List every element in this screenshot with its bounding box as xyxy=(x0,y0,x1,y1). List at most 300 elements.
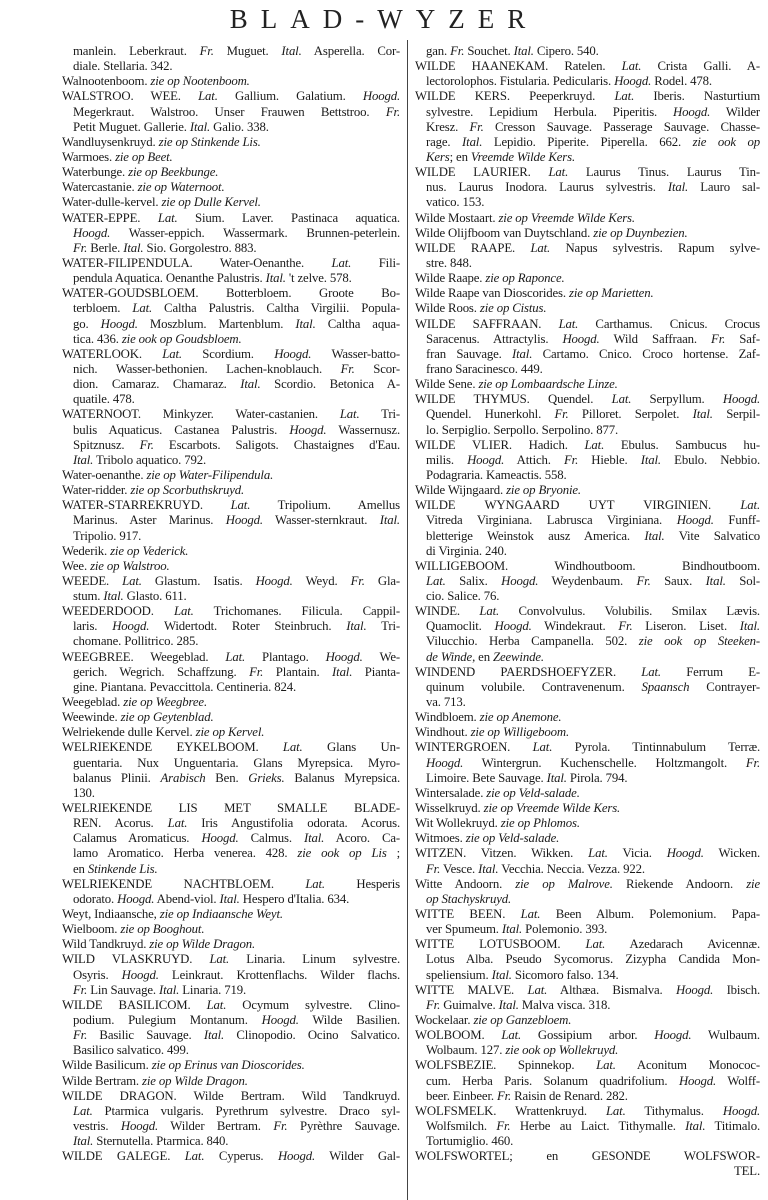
entry-italic-text: zie xyxy=(746,876,760,891)
index-entry xyxy=(415,226,760,241)
entry-line xyxy=(62,634,400,649)
index-entry xyxy=(415,665,760,710)
entry-line xyxy=(415,892,760,907)
entry-italic-text: Ital. xyxy=(379,513,400,528)
entry-text: Wielboom. xyxy=(62,922,121,937)
entry-line xyxy=(415,483,760,498)
entry-italic-text: Arabisch xyxy=(160,770,206,785)
entry-text: Fili- xyxy=(351,255,400,270)
entry-italic-text: Lat. xyxy=(596,1058,616,1073)
entry-text: Laurus Tinus. Laurus Tin- xyxy=(568,165,760,180)
entry-italic-text: Fr. xyxy=(73,1028,88,1043)
entry-line xyxy=(415,725,760,740)
entry-text: Wederik. xyxy=(62,543,111,558)
entry-text: Napus sylvestris. Rapum sylve- xyxy=(550,240,760,255)
entry-line xyxy=(62,771,400,786)
entry-line xyxy=(62,59,400,74)
index-entry xyxy=(415,604,760,665)
entry-text: Petit Muguet. Gallerie. xyxy=(73,119,190,134)
entry-italic-text: Lat. xyxy=(532,740,553,755)
index-entry xyxy=(62,952,400,997)
entry-text: Souchet. xyxy=(464,44,514,58)
entry-italic-text: Ital. xyxy=(513,44,534,58)
entry-text: en xyxy=(73,861,88,876)
entry-italic-text: Fr. xyxy=(273,1118,288,1133)
entry-line xyxy=(62,44,400,59)
entry-text: Serpil- xyxy=(712,407,760,422)
entry-line xyxy=(415,1028,760,1043)
entry-italic-text: zie op Beekbunge. xyxy=(128,165,219,180)
entry-text: Quamoclit. xyxy=(426,619,495,634)
entry-italic-text: Fr. xyxy=(73,240,88,255)
entry-text: Lin Sauvage. xyxy=(87,982,159,997)
entry-line xyxy=(415,619,760,634)
entry-italic-text: zie op Walstroo. xyxy=(90,558,170,573)
entry-italic-text: op Stachyskruyd. xyxy=(426,891,512,906)
entry-text: WILDE KERS. Peeperkruyd. xyxy=(415,89,615,104)
index-entry xyxy=(62,650,400,695)
entry-text: Tripolio. 917. xyxy=(73,528,142,543)
index-entry xyxy=(62,211,400,256)
entry-text: Scor- xyxy=(354,361,400,376)
entry-text: frano Saracinesco. 449. xyxy=(426,361,543,376)
entry-text: Malva visca. 318. xyxy=(518,997,611,1012)
entry-text: Ebulus. Sambucus hu- xyxy=(604,437,760,452)
entry-italic-text: Hoogd. xyxy=(117,891,155,906)
entry-text: , en xyxy=(472,649,494,664)
index-entry xyxy=(62,877,400,907)
entry-text: Wee. xyxy=(62,558,91,573)
index-entry xyxy=(415,211,760,226)
entry-line xyxy=(415,407,760,422)
entry-line xyxy=(415,150,760,165)
entry-italic-text: Hoogd. xyxy=(426,755,464,770)
entry-text: Serpyllum. xyxy=(631,392,723,407)
entry-line xyxy=(415,105,760,120)
entry-line xyxy=(415,347,760,362)
entry-text: WITZEN. Vitzen. Wikken. xyxy=(415,846,589,861)
entry-text: Clinopodio. Ocino Salvatico. xyxy=(224,1028,400,1043)
entry-italic-text: Fr. xyxy=(385,104,400,119)
entry-line xyxy=(62,362,400,377)
entry-text: Plantago. xyxy=(245,649,326,664)
entry-text: lectorolophos. Fistularia. Pedicularis. xyxy=(426,74,615,89)
entry-text: ; xyxy=(386,846,400,861)
entry-line xyxy=(415,59,760,74)
entry-italic-text: Lat. xyxy=(73,1103,93,1118)
entry-text: Moszblum. Martenblum. xyxy=(137,316,296,331)
entry-italic-text: Hoogd. xyxy=(121,967,159,982)
entry-text: Gossipium arbor. xyxy=(521,1028,655,1043)
index-entry xyxy=(62,407,400,468)
entry-italic-text: zie op Phlomos. xyxy=(500,816,580,831)
entry-text: WATERLOOK. xyxy=(62,346,163,361)
entry-line xyxy=(62,256,400,271)
index-entry xyxy=(415,983,760,1013)
entry-text: WILDE GALEGE. xyxy=(62,1149,185,1164)
entry-line xyxy=(62,392,400,407)
entry-text: nich. Wasser-bethonien. Lachen-knoblauch. xyxy=(73,361,341,376)
entry-italic-text: Ital. xyxy=(739,619,760,634)
index-entry xyxy=(415,1149,760,1179)
entry-line xyxy=(415,256,760,271)
entry-line xyxy=(415,1119,760,1134)
entry-text: Wilde Basilien. xyxy=(298,1013,400,1027)
entry-italic-text: Ital. xyxy=(103,589,124,604)
entry-text: Attich. xyxy=(504,452,564,467)
entry-text: Calamus Aromaticus. xyxy=(73,831,202,846)
entry-text: Funff- xyxy=(713,513,760,528)
entry-text: TEL. xyxy=(733,1164,760,1179)
entry-italic-text: Lat. xyxy=(331,255,352,270)
entry-text: WINTERGROEN. xyxy=(415,740,533,755)
entry-italic-text: Ital. xyxy=(546,770,567,785)
entry-text: Liseron. Liset. xyxy=(632,619,740,634)
entry-line xyxy=(62,650,400,665)
entry-text: podium. Pulegium Montanum. xyxy=(73,1013,262,1027)
entry-text: Linaria. Linum sylvestre. xyxy=(229,952,400,967)
entry-line xyxy=(62,1104,400,1119)
entry-italic-text: Lat. xyxy=(740,498,760,513)
entry-italic-text: Lat. xyxy=(527,982,548,997)
entry-line xyxy=(62,937,400,952)
entry-text: Guimalve. xyxy=(440,997,499,1012)
entry-line xyxy=(62,423,400,438)
entry-line xyxy=(415,801,760,816)
entry-line xyxy=(62,180,400,195)
entry-italic-text: Ital. xyxy=(219,891,240,906)
entry-text: Wasser-sternkraut. xyxy=(262,513,380,528)
entry-italic-text: Hoogd. xyxy=(112,619,150,634)
entry-text: Wintergrun. Kuchenschelle. Holtzmangolt. xyxy=(463,755,746,770)
entry-line xyxy=(62,74,400,89)
entry-text: Warmoes. xyxy=(62,149,116,164)
entry-italic-text: zie op Vreemde Wilde Kers. xyxy=(483,801,621,816)
entry-text: WILDE HAANEKAM. Ratelen. xyxy=(415,59,622,74)
entry-line xyxy=(62,105,400,120)
index-entry xyxy=(415,377,760,392)
entry-text: Limoire. Bete Sauvage. xyxy=(426,770,547,785)
entry-text: Gla- xyxy=(364,573,400,588)
entry-text: Pilloret. Serpolet. xyxy=(568,407,693,422)
entry-text: WILDE VLIER. Hadich. xyxy=(415,437,585,452)
entry-italic-text: zie op Scorbuthskruyd. xyxy=(130,483,245,498)
index-entry xyxy=(415,786,760,801)
index-entry xyxy=(415,1058,760,1103)
entry-text: Sternutella. Ptarmica. 840. xyxy=(93,1134,229,1149)
index-entry xyxy=(415,877,760,907)
entry-line xyxy=(62,725,400,740)
index-entry xyxy=(415,438,760,483)
entry-italic-text: Hoogd. xyxy=(73,225,111,240)
entry-italic-text: Fr. xyxy=(564,452,579,467)
entry-italic-text: zie ook op Steeken- xyxy=(638,634,760,649)
entry-line xyxy=(62,1043,400,1058)
entry-text: WOLFSBEZIE. Spinnekop. xyxy=(415,1058,597,1073)
entry-italic-text: zie op Wilde Dragon. xyxy=(149,937,256,952)
entry-text: Widertodt. Roter Steinbruch. xyxy=(149,619,347,634)
entry-text: Tripolium. Amellus xyxy=(250,498,400,513)
entry-text: Walnootenboom. xyxy=(62,74,151,89)
entry-text: Saux. xyxy=(650,573,706,588)
entry-text: WEEDE. xyxy=(62,573,123,588)
entry-text: WATERNOOT. Minkyzer. Water-castanien. xyxy=(62,407,340,422)
entry-italic-text: Hoogd. xyxy=(722,1103,760,1118)
entry-text: Scordium. xyxy=(181,346,275,361)
entry-italic-text: Hoogd. xyxy=(289,422,327,437)
index-entry xyxy=(62,937,400,952)
entry-italic-text: zie op Veld-salade. xyxy=(465,831,560,846)
entry-text: Herbe au Laict. Tithymalle. xyxy=(510,1118,686,1133)
entry-text: Ocymum sylvestre. Clino- xyxy=(226,997,400,1012)
entry-line xyxy=(415,1013,760,1028)
entry-text: WINDEND PAERDSHOEFYZER. xyxy=(415,664,642,679)
entry-line xyxy=(62,816,400,831)
entry-text: WALSTROO. WEE. xyxy=(62,89,199,104)
entry-line xyxy=(62,892,400,907)
entry-text: Acoro. Ca- xyxy=(324,831,400,846)
entry-line xyxy=(415,241,760,256)
entry-italic-text: Ital. xyxy=(281,44,302,58)
entry-italic-text: Hoogd. xyxy=(666,846,704,861)
entry-italic-text: Hoogd. xyxy=(676,982,714,997)
entry-text: Wulbaum. xyxy=(691,1028,760,1043)
entry-italic-text: Zeewinde. xyxy=(493,649,544,664)
entry-line xyxy=(62,695,400,710)
entry-italic-text: Lat. xyxy=(588,846,608,861)
index-entry xyxy=(415,1028,760,1058)
entry-line xyxy=(415,952,760,967)
entry-text: fran Sauvage. xyxy=(426,346,513,361)
entry-text: WILDE SAFFRAAN. xyxy=(415,316,559,331)
index-entry xyxy=(62,468,400,483)
entry-text: vatico. 153. xyxy=(426,195,485,210)
entry-text: cum. Herba Paris. Solanum quadrifolium. xyxy=(426,1073,679,1088)
entry-text: Pirola. 794. xyxy=(566,770,628,785)
entry-text: Tithymalus. xyxy=(625,1103,723,1118)
entry-italic-text: Fr. xyxy=(469,119,484,134)
entry-text: Wicken. xyxy=(703,846,760,861)
entry-text: Salix. xyxy=(445,573,502,588)
entry-text: Tribolo aquatico. 792. xyxy=(93,452,207,467)
entry-text: Lepidio. Piperite. Piperella. 662. xyxy=(482,134,693,149)
entry-line xyxy=(62,877,400,892)
entry-text: vestris. xyxy=(73,1118,121,1133)
entry-text: Linaria. 719. xyxy=(179,982,247,997)
entry-text: Sio. Gorgolestro. 883. xyxy=(143,240,257,255)
entry-line xyxy=(415,544,760,559)
entry-italic-text: Hoogd. xyxy=(325,649,363,664)
entry-italic-text: Ital. xyxy=(265,271,286,286)
entry-italic-text: Lat. xyxy=(584,437,605,452)
entry-text: Been Album. Polemonium. Papa- xyxy=(540,907,760,922)
entry-italic-text: Lat. xyxy=(167,816,188,831)
entry-text: Hieble. xyxy=(578,452,641,467)
entry-line xyxy=(415,120,760,135)
entry-italic-text: Lat. xyxy=(605,1103,626,1118)
entry-text: Cyperus. xyxy=(204,1149,278,1164)
entry-line xyxy=(62,983,400,998)
entry-text: Spitznusz. xyxy=(73,437,140,452)
entry-line xyxy=(62,589,400,604)
entry-text: Caltha aqua- xyxy=(315,316,400,331)
entry-line xyxy=(415,1104,760,1119)
entry-italic-text: Hoogd. xyxy=(654,1028,692,1043)
entry-line xyxy=(415,1134,760,1149)
index-entry xyxy=(415,271,760,286)
column-divider xyxy=(407,40,408,1200)
entry-italic-text: zie op Waternoot. xyxy=(137,180,225,195)
entry-line xyxy=(415,831,760,846)
index-entry xyxy=(62,180,400,195)
entry-text: Cartamo. Cnico. Croco hortense. Zaf- xyxy=(532,346,760,361)
entry-line xyxy=(415,771,760,786)
entry-text: chomane. Pollitrico. 285. xyxy=(73,634,199,649)
entry-line xyxy=(415,846,760,861)
entry-italic-text: Lat. xyxy=(132,301,153,316)
entry-text: Carthamus. Cnicus. Crocus xyxy=(578,316,760,331)
entry-line xyxy=(62,407,400,422)
index-entry xyxy=(415,801,760,816)
entry-italic-text: zie op Duynbezien. xyxy=(593,225,688,240)
entry-text: Wassernusz. xyxy=(326,422,400,437)
entry-text: gan. xyxy=(426,44,451,58)
entry-text: pendula Aquatica. Oenanthe Palustris. xyxy=(73,271,266,286)
entry-text: Wild Tandkruyd. xyxy=(62,937,150,952)
index-entry xyxy=(62,1149,400,1164)
entry-line xyxy=(415,574,760,589)
index-entry xyxy=(62,740,400,801)
entry-line xyxy=(415,937,760,952)
entry-text: WEEGBREE. Weegeblad. xyxy=(62,649,226,664)
entry-line xyxy=(62,1134,400,1149)
entry-line xyxy=(415,74,760,89)
entry-italic-text: Ital. xyxy=(158,982,180,997)
entry-text: balanus Plinii. xyxy=(73,770,161,785)
entry-line xyxy=(62,786,400,801)
entry-line xyxy=(62,150,400,165)
entry-italic-text: Lat. xyxy=(209,952,230,967)
entry-text: Wilde Bertram. xyxy=(62,1073,143,1088)
entry-line xyxy=(415,756,760,771)
entry-italic-text: Ital. xyxy=(667,180,689,195)
entry-text: lo. Serpiglio. Serpollo. Serpolino. 877. xyxy=(426,422,618,437)
index-entry xyxy=(415,1013,760,1028)
entry-italic-text: Lat. xyxy=(558,316,579,331)
entry-text: quatile. 478. xyxy=(73,392,135,407)
entry-line xyxy=(62,710,400,725)
entry-text: WILDE THYMUS. Quendel. xyxy=(415,392,612,407)
entry-text: va. 713. xyxy=(426,695,466,710)
entry-text: Escarbots. Saligots. Chastaignes d'Eau. xyxy=(153,437,400,452)
entry-line xyxy=(415,680,760,695)
entry-italic-text: Ital. xyxy=(189,119,211,134)
entry-line xyxy=(415,634,760,649)
entry-text: Plantain. xyxy=(263,664,333,679)
entry-text: WILDE LAURIER. xyxy=(415,165,549,180)
entry-text: Podagraria. Kameactis. 558. xyxy=(426,467,567,482)
entry-italic-text: Spaansch xyxy=(641,679,690,694)
entry-italic-text: zie op Willigeboom. xyxy=(470,725,570,740)
entry-text: Caltha Palustris. Caltha Virgilii. Popula- xyxy=(152,301,400,316)
entry-text: Ben. xyxy=(205,770,249,785)
entry-italic-text: zie op Anemone. xyxy=(479,710,562,725)
entry-text: Wilder xyxy=(710,104,760,119)
entry-line xyxy=(415,135,760,150)
entry-text: go. xyxy=(73,316,101,331)
entry-text: Crista Galli. A- xyxy=(641,59,760,74)
index-entry xyxy=(62,544,400,559)
index-entry xyxy=(62,483,400,498)
entry-line xyxy=(415,468,760,483)
entry-italic-text: Stinkende Lis. xyxy=(87,861,158,876)
entry-italic-text: Hoogd. xyxy=(274,346,312,361)
entry-italic-text: zie ook op Wollekruyd. xyxy=(505,1043,619,1058)
entry-line xyxy=(415,44,760,59)
entry-text: Pyrèthre Sauvage. xyxy=(287,1118,400,1133)
index-entry xyxy=(415,286,760,301)
entry-line xyxy=(62,1013,400,1028)
entry-line xyxy=(415,589,760,604)
entry-text: WILDE DRAGON. Wilde Bertram. Wild Tandkruyd. xyxy=(62,1088,400,1103)
index-entry xyxy=(415,1104,760,1149)
index-entry xyxy=(62,135,400,150)
entry-text: di Virginia. 240. xyxy=(426,543,507,558)
entry-italic-text: zie op Wilde Dragon. xyxy=(142,1073,248,1088)
entry-text: WINDE. xyxy=(415,604,480,619)
entry-text: Iris Angustifolia odorata. Acorus. xyxy=(187,816,400,831)
entry-line xyxy=(415,740,760,755)
entry-text: WILLIGEBOOM. Windhoutboom. Bindhoutboom. xyxy=(415,558,760,573)
entry-line xyxy=(62,1119,400,1134)
entry-text: speliensium. xyxy=(426,967,492,982)
entry-line xyxy=(415,301,760,316)
entry-text: Wockelaar. xyxy=(415,1013,474,1027)
entry-italic-text: zie op Veld-salade. xyxy=(486,785,580,800)
entry-text: Ebulo. Nebbio. xyxy=(660,452,760,467)
entry-text: REN. Acorus. xyxy=(73,816,168,831)
entry-text: WELRIEKENDE NACHTBLOEM. xyxy=(62,876,306,891)
index-entry xyxy=(415,165,760,210)
entry-italic-text: Lat. xyxy=(585,937,606,952)
entry-text: Muguet. xyxy=(213,44,282,58)
index-entry xyxy=(62,195,400,210)
entry-italic-text: zie op Water-Filipendula. xyxy=(146,467,274,482)
entry-italic-text: Vreemde Wilde Kers. xyxy=(470,149,575,164)
entry-line xyxy=(415,1058,760,1073)
entry-italic-text: Fr. xyxy=(618,619,633,634)
entry-text: Trichomanes. Filicula. Cappil- xyxy=(193,604,400,619)
entry-text: Kresz. xyxy=(426,119,470,134)
index-entry xyxy=(415,317,760,378)
entry-text: Ptarmica vulgaris. Pyrethrum sylvestre. Draco syl- xyxy=(92,1103,400,1118)
entry-line xyxy=(415,1089,760,1104)
index-entry xyxy=(62,907,400,922)
entry-text: Glastum. Isatis. xyxy=(141,573,256,588)
entry-text: Weyt, Indiaansche, xyxy=(62,907,160,922)
entry-text: Wilde Raape van Dioscorides. xyxy=(415,286,569,301)
entry-italic-text: Fr. xyxy=(636,573,651,588)
entry-line xyxy=(62,498,400,513)
entry-text: laris. xyxy=(73,619,113,634)
entry-line xyxy=(62,529,400,544)
entry-text: WATER-FILIPENDULA. Water-Oenanthe. xyxy=(62,255,332,270)
entry-text: Wintersalade. xyxy=(415,785,487,800)
entry-text: odorato. xyxy=(73,891,118,906)
entry-text: Vesce. xyxy=(440,861,479,876)
entry-italic-text: Lat. xyxy=(530,240,551,255)
entry-text: Wisselkruyd. xyxy=(415,801,484,816)
